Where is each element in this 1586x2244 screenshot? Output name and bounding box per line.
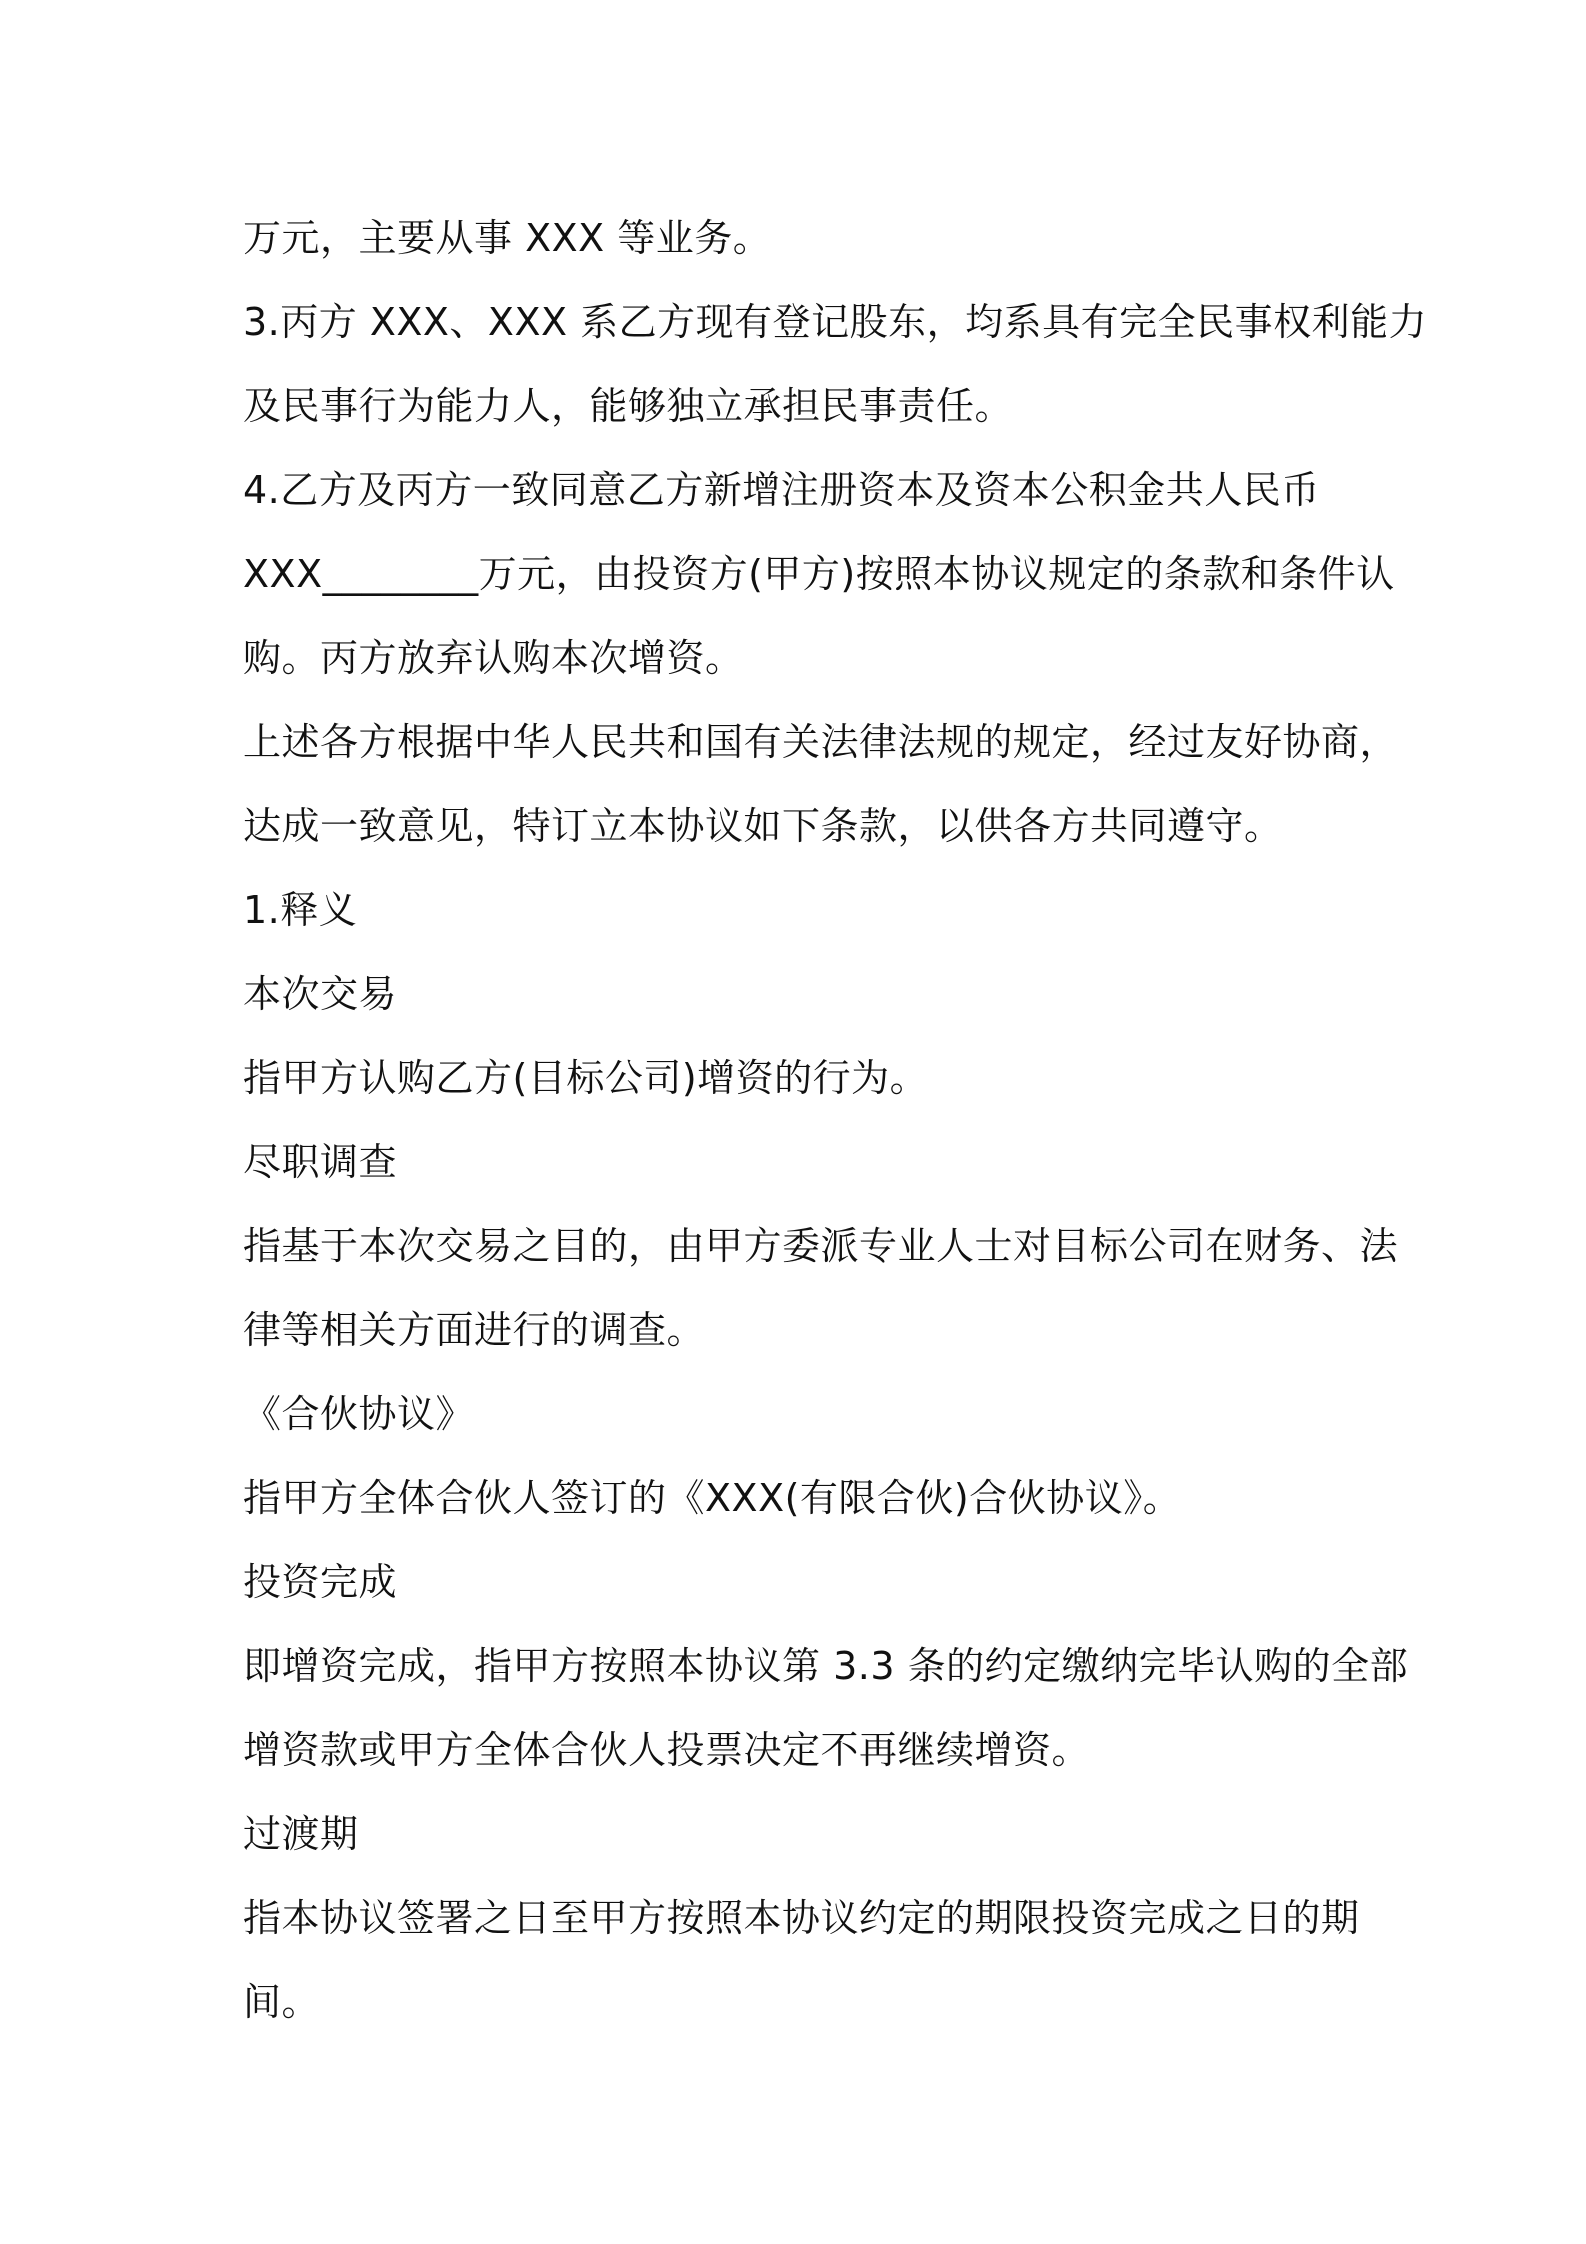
term-definition: 指本协议签署之日至甲方按照本协议约定的期限投资完成之日的期	[243, 1896, 1360, 1940]
term-definition: 间。	[243, 1980, 321, 2024]
text-line: 4.乙方及丙方一致同意乙方新增注册资本及资本公积金共人民币	[243, 468, 1320, 512]
term-heading: 尽职调查	[243, 1140, 398, 1184]
term-heading: 本次交易	[243, 972, 398, 1016]
term-heading: 投资完成	[243, 1560, 398, 1604]
section-heading: 1.释义	[243, 888, 358, 932]
text-line: 上述各方根据中华人民共和国有关法律法规的规定，经过友好协商，	[243, 720, 1399, 764]
text-line: 达成一致意见，特订立本协议如下条款，以供各方共同遵守。	[243, 804, 1283, 848]
term-heading: 过渡期	[243, 1812, 359, 1856]
term-heading: 《合伙协议》	[243, 1392, 475, 1436]
text-line: 万元，主要从事 XXX 等业务。	[243, 216, 772, 260]
term-definition: 指基于本次交易之目的，由甲方委派专业人士对目标公司在财务、法	[243, 1224, 1399, 1268]
document-body	[243, 196, 1428, 2044]
term-definition: 律等相关方面进行的调查。	[243, 1308, 706, 1352]
text-line: XXX________万元，由投资方(甲方)按照本协议规定的条款和条件认	[243, 552, 1395, 596]
text-line: 及民事行为能力人，能够独立承担民事责任。	[243, 384, 1014, 428]
term-definition: 即增资完成，指甲方按照本协议第 3.3 条的约定缴纳完毕认购的全部	[243, 1644, 1409, 1688]
term-definition: 指甲方全体合伙人签订的《XXX(有限合伙)合伙协议》。	[243, 1476, 1182, 1520]
term-definition: 增资款或甲方全体合伙人投票决定不再继续增资。	[243, 1728, 1091, 1772]
term-definition: 指甲方认购乙方(目标公司)增资的行为。	[243, 1056, 929, 1100]
text-line: 3.丙方 XXX、XXX 系乙方现有登记股东，均系具有完全民事权利能力	[243, 300, 1428, 344]
text-line: 购。丙方放弃认购本次增资。	[243, 636, 744, 680]
